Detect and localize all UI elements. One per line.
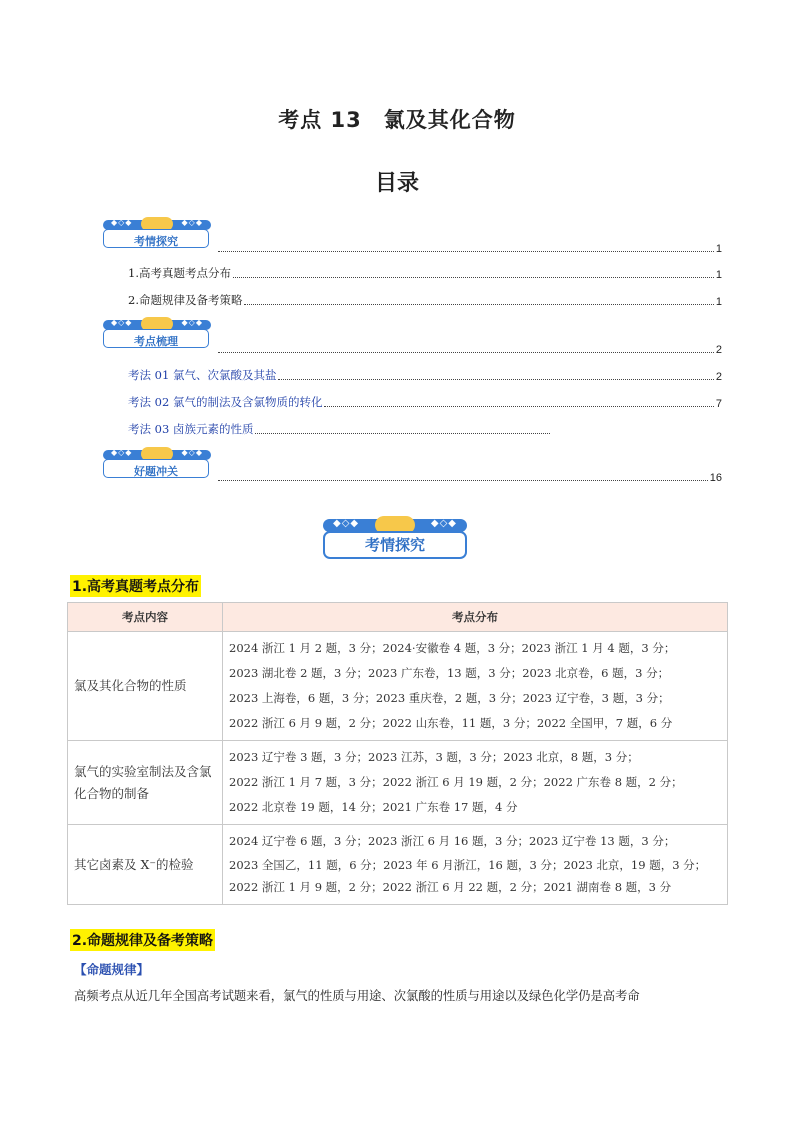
distribution-line: 2022 北京卷 19 题，14 分；2021 广东卷 17 题，4 分: [229, 800, 518, 814]
ornament-icon: ◆◇◆: [430, 518, 457, 529]
toc-entry-label: 考法 03 卤族元素的性质: [128, 422, 254, 436]
category-cell: 氯气的实验室制法及含氯化合物的制备: [68, 741, 223, 825]
toc-badge-label: 考情探究: [134, 235, 178, 248]
toc-page-number: 1: [715, 269, 722, 281]
toc-entry-method-02[interactable]: [128, 394, 722, 410]
toc-leader: [255, 433, 550, 434]
toc-entry-strategy[interactable]: [128, 292, 722, 308]
distribution-cell: [223, 825, 728, 905]
toc-entry-method-01[interactable]: [128, 367, 722, 383]
distribution-cell: [223, 632, 728, 741]
ornament-icon: ◆◇◆: [181, 218, 203, 227]
toc-page-number: 2: [715, 371, 722, 383]
table-row: [68, 741, 728, 825]
section-heading-strategy: 2.命题规律及备考策略: [70, 929, 215, 951]
page-title: 考点 13 氯及其化合物: [278, 108, 516, 132]
toc-entry-label: 考法 01 氯气、次氯酸及其盐: [128, 368, 277, 382]
toc-leader: [218, 480, 708, 481]
toc-page-number: 1: [715, 296, 722, 308]
distribution-line: 2023 辽宁卷 3 题，3 分；2023 江苏，3 题，3 分；2023 北京，8 题，3 分；: [229, 750, 639, 764]
table-header-row: [68, 603, 728, 632]
toc-entry-label: 1.高考真题考点分布: [128, 266, 231, 280]
toc-page-number: 1: [715, 243, 722, 255]
toc-badge-label: 好题冲关: [134, 465, 178, 478]
toc-entry-method-03[interactable]: [128, 421, 552, 437]
toc-leader: [324, 406, 713, 407]
toc-leader: [218, 352, 714, 353]
distribution-line: 2023 上海卷，6 题，3 分；2023 重庆卷，2 题，3 分；2023 辽宁卷，3 题，3 分；: [229, 691, 670, 705]
toc-leader: [233, 277, 714, 278]
toc-title: 目录: [374, 171, 419, 196]
toc-entry-practice[interactable]: [216, 468, 722, 484]
toc-page-number: 7: [715, 398, 722, 410]
table-row: [68, 825, 728, 905]
table-row: [68, 632, 728, 741]
toc-leader: [278, 379, 713, 380]
toc-badge-practice[interactable]: [103, 450, 211, 480]
distribution-line: 2024 浙江 1 月 2 题，3 分；2024·安徽卷 4 题，3 分；2023 浙江 1 月 4 题，3 分；: [229, 641, 676, 655]
exam-distribution-table: [67, 602, 728, 905]
toc-page-number: 2: [715, 344, 722, 356]
ornament-icon: ◆◇◆: [111, 218, 133, 227]
category-cell: 氯及其化合物的性质: [68, 632, 223, 741]
toc-leader: [244, 304, 713, 305]
ornament-icon: ◆◇◆: [181, 448, 203, 457]
section-badge: [323, 519, 467, 559]
toc-entry-exam-analysis[interactable]: [216, 239, 722, 255]
column-header: 考点内容: [68, 603, 223, 632]
body-paragraph: 高频考点从近几年全国高考试题来看，氯气的性质与用途、次氯酸的性质与用途以及绿色化学仍是高考命: [74, 989, 640, 1003]
ornament-icon: ◆◇◆: [111, 318, 133, 327]
ornament-icon: ◆◇◆: [111, 448, 133, 457]
distribution-cell: [223, 741, 728, 825]
toc-badge-exam-analysis[interactable]: [103, 220, 211, 250]
column-header: 考点分布: [223, 603, 728, 632]
distribution-line: 2023 全国乙，11 题，6 分；2023 年 6 月浙江，16 题，3 分；2023 北京，19 题，3 分；: [229, 858, 707, 872]
distribution-line: 2024 辽宁卷 6 题，3 分；2023 浙江 6 月 16 题，3 分；2023 辽宁卷 13 题，3 分；: [229, 834, 676, 848]
category-cell: 其它卤素及 X⁻的检验: [68, 825, 223, 905]
section-badge-label: 考情探究: [364, 536, 425, 554]
toc-entry-label: 2.命题规律及备考策略: [128, 293, 243, 307]
distribution-line: 2023 湖北卷 2 题，3 分；2023 广东卷，13 题，3 分；2023 北京卷，6 题，3 分；: [229, 666, 670, 680]
toc-entry-knowledge[interactable]: [216, 340, 722, 356]
ornament-icon: ◆◇◆: [333, 518, 360, 529]
toc-badge-knowledge[interactable]: [103, 320, 211, 350]
distribution-line: 2022 浙江 6 月 9 题，2 分；2022 山东卷，11 题，3 分；2022 全国甲，7 题，6 分: [229, 716, 673, 730]
toc-entry-label: 考法 02 氯气的制法及含氯物质的转化: [128, 395, 323, 409]
toc-badge-label: 考点梳理: [134, 335, 178, 348]
toc-leader: [218, 251, 714, 252]
distribution-line: 2022 浙江 1 月 7 题，3 分；2022 浙江 6 月 19 题，2 分；2022 广东卷 8 题，2 分；: [229, 775, 683, 789]
distribution-line: 2022 浙江 1 月 9 题，2 分；2022 浙江 6 月 22 题，2 分；2021 湖南卷 8 题，3 分: [229, 880, 672, 894]
ornament-icon: ◆◇◆: [181, 318, 203, 327]
section-heading-distribution: 1.高考真题考点分布: [70, 575, 201, 597]
toc-entry-distribution[interactable]: [128, 265, 722, 281]
toc-page-number: 16: [709, 472, 722, 484]
subheading-rules: 【命题规律】: [74, 962, 150, 977]
